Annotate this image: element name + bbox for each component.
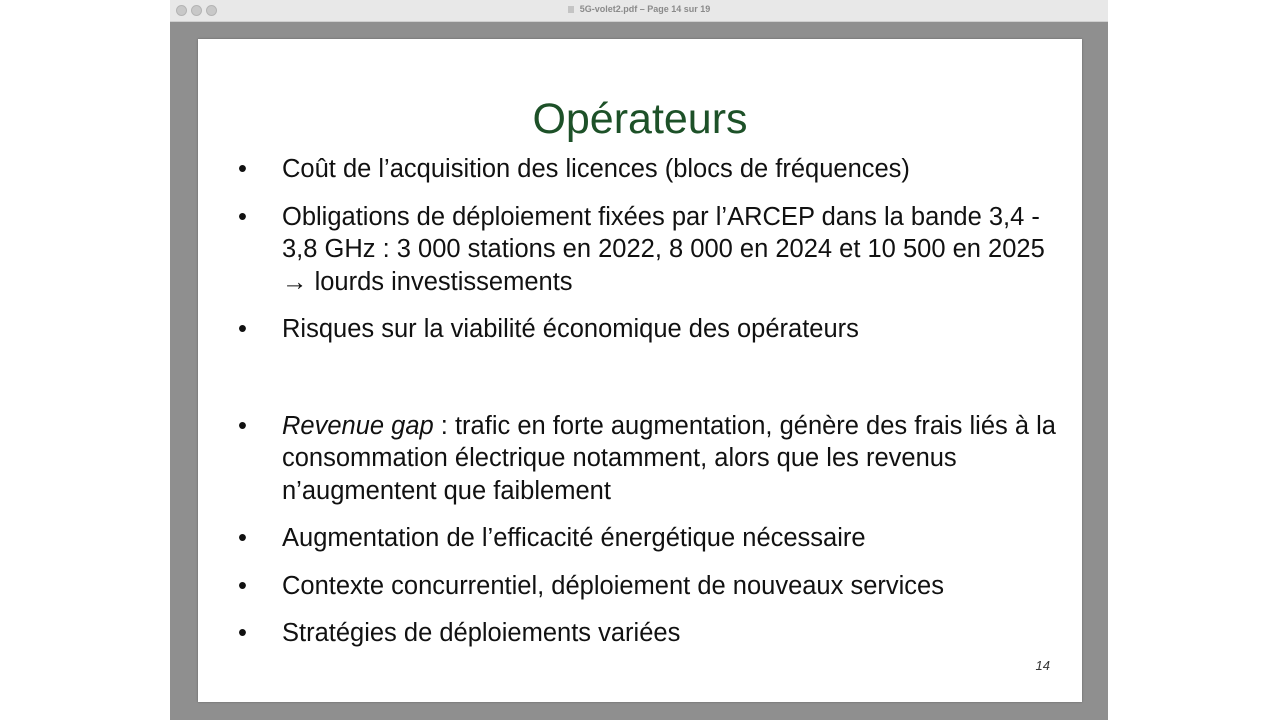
bullet-item: • Risques sur la viabilité économique des opérateurs xyxy=(238,313,1058,346)
bullet-icon: • xyxy=(238,411,247,440)
page-number: 14 xyxy=(1035,658,1050,673)
bullet-item: • Stratégies de déploiements variées xyxy=(238,617,1058,650)
bullet-item: • Revenue gap : trafic en forte augmentation, génère des frais liés à la consommation électrique notamment, alors que les revenus n’augmentent que faiblement xyxy=(238,411,1056,505)
bullet-item: • Contexte concurrentiel, déploiement de nouveaux services xyxy=(238,570,1058,603)
bullet-item: • Augmentation de l’efficacité énergétique nécessaire xyxy=(238,522,1058,555)
window-title: 5G-volet2.pdf – Page 14 sur 19 xyxy=(170,4,1108,14)
bullet-list xyxy=(238,153,1058,650)
bullet-icon: • xyxy=(238,571,247,600)
bullet-item: • Obligations de déploiement fixées par l’ARCEP dans la bande 3,4 - 3,8 GHz : 3 000 stations en 2022, 8 000 en 2024 et 10 500 en 2025 → lourds investissements xyxy=(238,202,1045,296)
bullet-icon: • xyxy=(238,315,247,343)
bullet-icon: • xyxy=(238,155,247,183)
document-icon xyxy=(568,6,574,13)
bullet-icon: • xyxy=(238,524,247,552)
pdf-page xyxy=(198,39,1082,702)
bullet-item: • Coût de l’acquisition des licences (blocs de fréquences) xyxy=(238,153,1058,186)
title-bar[interactable] xyxy=(170,0,1108,22)
bullet-icon: • xyxy=(238,619,247,647)
slide-title: Opérateurs xyxy=(532,95,748,143)
pdf-viewer-window xyxy=(170,0,1108,720)
bullet-icon: • xyxy=(238,202,247,231)
